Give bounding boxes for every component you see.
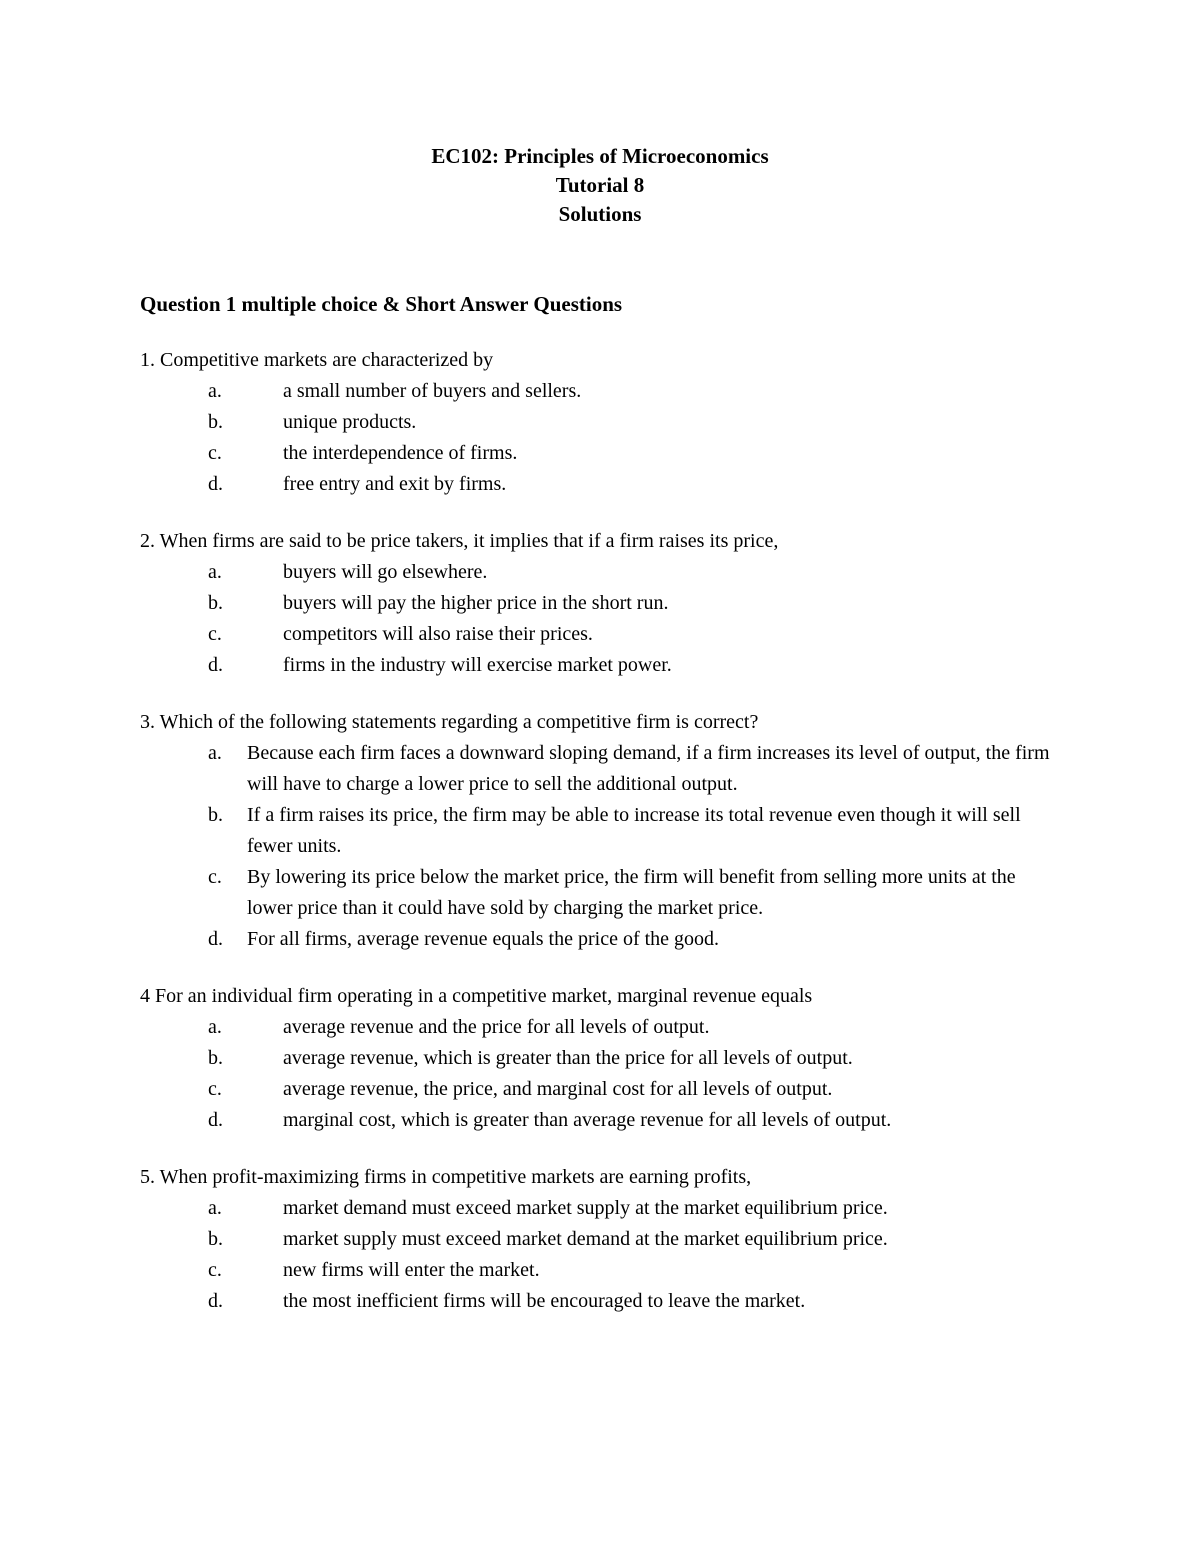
option-letter: a. — [208, 380, 222, 402]
option-text: unique products. — [283, 411, 417, 433]
option-letter: b. — [208, 411, 223, 433]
question-text: When profit-maximizing firms in competitive markets are earning profits, — [159, 1166, 752, 1188]
question-5-option-d — [208, 1286, 1060, 1317]
question-text: When firms are said to be price takers, it implies that if a firm raises its price, — [159, 530, 779, 552]
option-text: free entry and exit by firms. — [283, 473, 507, 495]
question-text: Competitive markets are characterized by — [160, 349, 494, 371]
section-heading: Question 1 multiple choice & Short Answer Questions — [140, 292, 623, 316]
option-letter: d. — [208, 473, 223, 495]
option-text: market supply must exceed market demand at the market equilibrium price. — [283, 1228, 888, 1250]
option-text: If a firm raises its price, the firm may be able to increase its total revenue even though it will sell fewer units. — [247, 804, 1021, 857]
question-number: 4 — [140, 985, 150, 1007]
option-letter: d. — [208, 1290, 223, 1312]
option-text: For all firms, average revenue equals the price of the good. — [247, 928, 720, 950]
question-3-option-a — [208, 738, 1060, 800]
option-letter: c. — [208, 866, 222, 888]
option-letter: a. — [208, 742, 222, 764]
question-2-prompt — [140, 526, 1060, 557]
solutions-title: Solutions — [558, 202, 642, 226]
question-number: 3. — [140, 711, 155, 733]
option-letter: c. — [208, 442, 222, 464]
question-2-option-d — [208, 650, 1060, 681]
option-letter: c. — [208, 1259, 222, 1281]
option-text: the most inefficient firms will be encouraged to leave the market. — [283, 1290, 806, 1312]
option-text: competitors will also raise their prices. — [283, 623, 593, 645]
question-1 — [140, 345, 1060, 500]
question-3 — [140, 707, 1060, 955]
option-text: a small number of buyers and sellers. — [283, 380, 582, 402]
question-2-option-b — [208, 588, 1060, 619]
option-letter: b. — [208, 1228, 223, 1250]
question-number: 2. — [140, 530, 155, 552]
question-2 — [140, 526, 1060, 681]
option-letter: b. — [208, 804, 223, 826]
option-letter: c. — [208, 623, 222, 645]
question-2-option-a — [208, 557, 1060, 588]
question-4-prompt — [140, 981, 1060, 1012]
question-3-option-c — [208, 862, 1060, 924]
course-title: EC102: Principles of Microeconomics — [431, 144, 769, 168]
question-4-option-b — [208, 1043, 1060, 1074]
option-text: firms in the industry will exercise market power. — [283, 654, 672, 676]
option-letter: a. — [208, 1016, 222, 1038]
option-text: new firms will enter the market. — [283, 1259, 540, 1281]
option-text: average revenue, which is greater than the price for all levels of output. — [283, 1047, 853, 1069]
option-text: buyers will go elsewhere. — [283, 561, 488, 583]
option-letter: a. — [208, 1197, 222, 1219]
tutorial-title: Tutorial 8 — [555, 173, 645, 197]
question-1-option-c — [208, 438, 1060, 469]
question-1-option-a — [208, 376, 1060, 407]
option-letter: b. — [208, 1047, 223, 1069]
option-text: market demand must exceed market supply at the market equilibrium price. — [283, 1197, 888, 1219]
option-text: the interdependence of firms. — [283, 442, 518, 464]
option-text: By lowering its price below the market price, the firm will benefit from selling more units at the lower price than it could have sold by charging the market price. — [247, 866, 1016, 919]
question-4-option-a — [208, 1012, 1060, 1043]
option-letter: d. — [208, 654, 223, 676]
option-text: Because each firm faces a downward sloping demand, if a firm increases its level of output, the firm will have to charge a lower price to sell the additional output. — [247, 742, 1050, 795]
option-letter: a. — [208, 561, 222, 583]
option-letter: d. — [208, 1109, 223, 1131]
question-3-option-b — [208, 800, 1060, 862]
question-5-option-a — [208, 1193, 1060, 1224]
option-letter: d. — [208, 928, 223, 950]
question-5-prompt — [140, 1162, 1060, 1193]
option-text: marginal cost, which is greater than average revenue for all levels of output. — [283, 1109, 892, 1131]
question-5-option-b — [208, 1224, 1060, 1255]
option-text: buyers will pay the higher price in the short run. — [283, 592, 669, 614]
question-5-option-c — [208, 1255, 1060, 1286]
question-4 — [140, 981, 1060, 1136]
option-letter: c. — [208, 1078, 222, 1100]
question-3-prompt — [140, 707, 1060, 738]
question-5 — [140, 1162, 1060, 1317]
question-text: For an individual firm operating in a competitive market, marginal revenue equals — [155, 985, 813, 1007]
question-text: Which of the following statements regarding a competitive firm is correct? — [159, 711, 759, 733]
option-letter: b. — [208, 592, 223, 614]
option-text: average revenue and the price for all levels of output. — [283, 1016, 710, 1038]
question-number: 1. — [140, 349, 155, 371]
question-4-option-c — [208, 1074, 1060, 1105]
question-1-prompt — [140, 345, 1060, 376]
option-text: average revenue, the price, and marginal cost for all levels of output. — [283, 1078, 833, 1100]
question-4-option-d — [208, 1105, 1060, 1136]
document-title-block — [140, 142, 1060, 229]
question-number: 5. — [140, 1166, 155, 1188]
question-2-option-c — [208, 619, 1060, 650]
question-1-option-d — [208, 469, 1060, 500]
question-3-option-d — [208, 924, 1060, 955]
question-1-option-b — [208, 407, 1060, 438]
